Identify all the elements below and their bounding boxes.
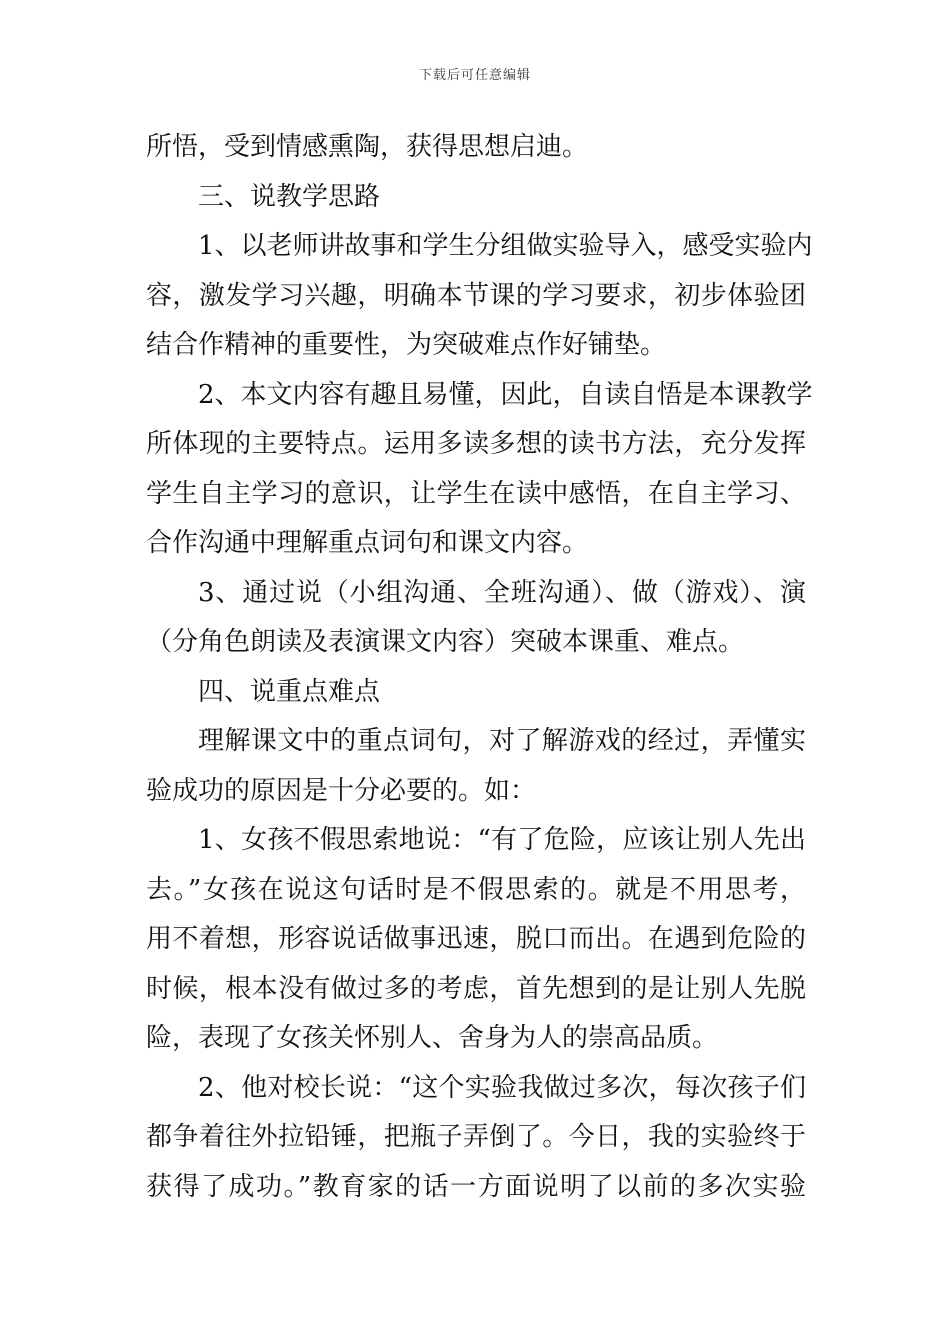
section-heading: 三、说教学思路: [198, 181, 381, 212]
text-line: 容，激发学习兴趣，明确本节课的学习要求，初步体验团: [146, 280, 806, 311]
text-line: 用不着想，形容说话做事迅速，脱口而出。在遇到危险的: [146, 924, 806, 954]
text-line: 2、他对校长说：“这个实验我做过多次，每次孩子们: [198, 1072, 806, 1103]
text-line: 理解课文中的重点词句，对了解游戏的经过，弄懂实: [198, 726, 806, 756]
text-line: 险，表现了女孩关怀别人、舍身为人的崇高品质。: [146, 1023, 719, 1053]
text-line: 所体现的主要特点。运用多读多想的读书方法，充分发挥: [146, 429, 806, 459]
section-heading: 四、说重点难点: [198, 676, 381, 707]
text-line: 3、通过说（小组沟通、全班沟通）、做（游戏）、演: [198, 577, 806, 608]
text-line: 都争着往外拉铅锤，把瓶子弄倒了。今日，我的实验终于: [146, 1122, 806, 1152]
text-line: 1、以老师讲故事和学生分组做实验导入，感受实验内: [198, 231, 813, 261]
text-line: 验成功的原因是十分必要的。如：: [146, 775, 537, 806]
text-line: 获得了成功。”教育家的话一方面说明了以前的多次实验: [146, 1171, 806, 1202]
text-line: 合作沟通中理解重点词句和课文内容。: [146, 528, 589, 558]
text-line: 2、本文内容有趣且易懂，因此，自读自悟是本课教学: [198, 379, 813, 410]
text-line: 学生自主学习的意识，让学生在读中感悟，在自主学习、: [146, 478, 806, 509]
text-line: （分角色朗读及表演课文内容）突破本课重、难点。: [146, 627, 745, 657]
document-body: [146, 123, 813, 1212]
text-line: 1、女孩不假思索地说：“有了危险，应该让别人先出: [198, 825, 806, 855]
page-header: 下载后可任意编辑: [418, 68, 531, 83]
text-line: 所悟，受到情感熏陶，获得思想启迪。: [146, 132, 589, 162]
text-line: 结合作精神的重要性，为突破难点作好铺垫。: [146, 330, 667, 360]
text-line: 时候，根本没有做过多的考虑，首先想到的是让别人先脱: [146, 973, 806, 1004]
text-line: 去。”女孩在说这句话时是不假思索的。就是不用思考，: [146, 874, 806, 905]
